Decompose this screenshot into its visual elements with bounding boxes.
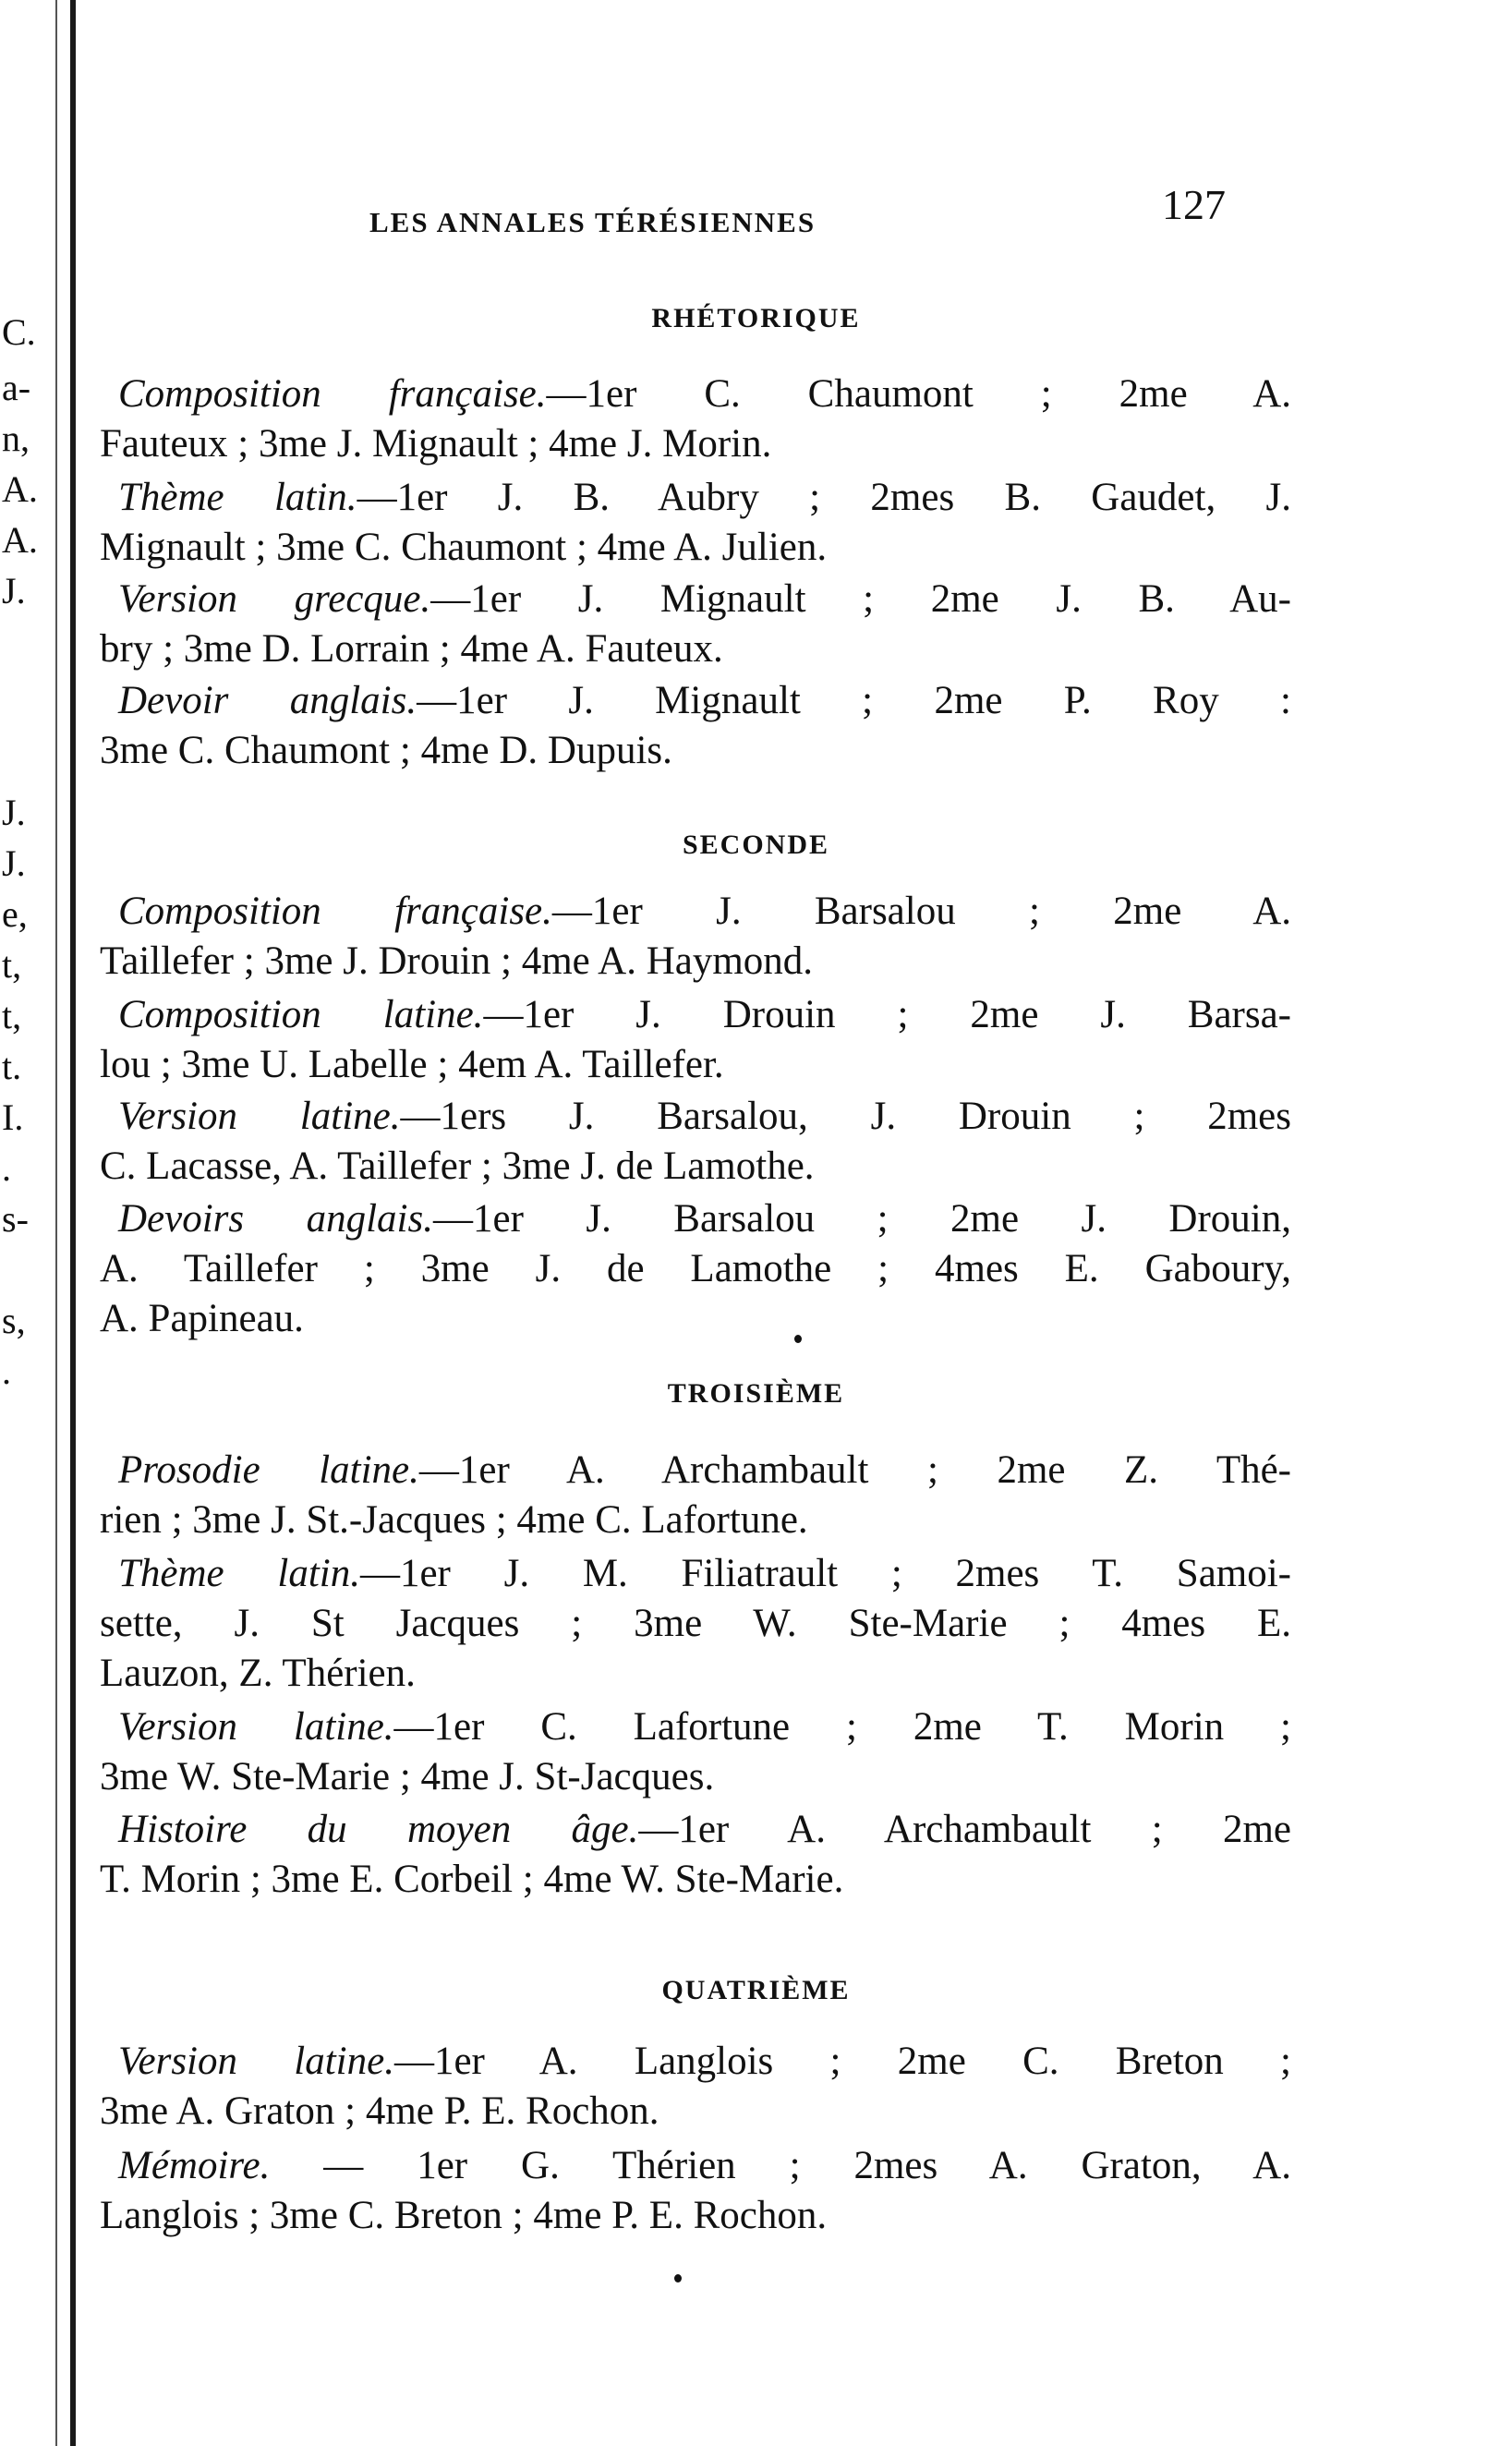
prize-paragraph — [100, 369, 1291, 469]
prize-paragraph — [100, 676, 1291, 776]
paragraph-text: A. Taillefer ; 3me J. de Lamothe ; 4mes E. Gaboury, — [100, 1247, 1291, 1290]
subject-title: Composition française. — [118, 372, 547, 416]
paragraph-text: Langlois ; 3me C. Breton ; 4me P. E. Rochon. — [100, 2194, 828, 2237]
paragraph-text: lou ; 3me U. Labelle ; 4em A. Taillefer. — [100, 1043, 724, 1086]
margin-rule-thin — [55, 0, 57, 2446]
paragraph-text: bry ; 3me D. Lorrain ; 4me A. Fauteux. — [100, 627, 723, 671]
page-number: 127 — [1162, 181, 1226, 228]
paragraph-text: Taillefer ; 3me J. Drouin ; 4me A. Haymond. — [100, 939, 814, 983]
prize-paragraph — [100, 575, 1291, 674]
paragraph-text: C. Lacasse, A. Taillefer ; 3me J. de Lamothe. — [100, 1144, 815, 1188]
running-title: LES ANNALES TÉRÉSIENNES — [369, 206, 816, 238]
margin-fragment: A. — [2, 468, 38, 510]
subject-title: Version latine. — [118, 2040, 394, 2083]
prize-paragraph — [100, 2141, 1291, 2241]
paragraph-text: —1er C. Lafortune ; 2me T. Morin ; — [393, 1705, 1291, 1749]
prize-paragraph — [100, 1446, 1291, 1545]
paragraph-text: —1er C. Chaumont ; 2me A. — [546, 372, 1292, 416]
margin-fragment: I. — [2, 1096, 24, 1138]
paragraph-text: 3me A. Graton ; 4me P. E. Rochon. — [100, 2089, 659, 2133]
margin-fragment: s- — [2, 1198, 29, 1240]
paragraph-text: —1er A. Archambault ; 2me Z. Thé- — [418, 1448, 1291, 1492]
margin-fragment: C. — [2, 311, 36, 353]
margin-fragment: e, — [2, 893, 28, 935]
left-margin-gutter — [0, 0, 88, 2446]
prize-paragraph — [100, 1805, 1291, 1905]
paragraph-text: —1er J. Drouin ; 2me J. Barsa- — [483, 993, 1291, 1036]
subject-title: Mémoire. — [118, 2144, 271, 2187]
subject-title: Devoirs anglais. — [118, 1197, 433, 1241]
margin-fragment: . — [2, 1147, 11, 1189]
margin-fragment: J. — [2, 792, 26, 833]
paragraph-text: —1er J. Barsalou ; 2me J. Drouin, — [432, 1197, 1291, 1241]
print-speck — [794, 1335, 802, 1343]
paragraph-text: —1er J. M. Filiatrault ; 2mes T. Samoi- — [359, 1552, 1291, 1595]
subject-title: Composition latine. — [118, 993, 484, 1036]
paragraph-text: —1er A. Archambault ; 2me — [638, 1808, 1291, 1851]
margin-fragment: n, — [2, 418, 30, 459]
paragraph-text: rien ; 3me J. St.-Jacques ; 4me C. Lafortune. — [100, 1498, 808, 1542]
prize-paragraph — [100, 1549, 1291, 1699]
paragraph-text: Lauzon, Z. Thérien. — [100, 1652, 416, 1695]
paragraph-text: Mignault ; 3me C. Chaumont ; 4me A. Julien. — [100, 526, 828, 569]
paragraph-text: 3me C. Chaumont ; 4me D. Dupuis. — [100, 729, 672, 772]
subject-title: Histoire du moyen âge. — [118, 1808, 639, 1851]
section-heading: TROISIÈME — [667, 1378, 845, 1409]
subject-title: Thème latin. — [118, 1552, 360, 1595]
paragraph-text: Fauteux ; 3me J. Mignault ; 4me J. Morin. — [100, 422, 772, 466]
subject-title: Composition française. — [118, 890, 552, 933]
paragraph-text: sette, J. St Jacques ; 3me W. Ste-Marie ; 4mes E. — [100, 1602, 1291, 1645]
paragraph-text: —1er A. Langlois ; 2me C. Breton ; — [393, 2040, 1292, 2083]
prize-paragraph — [100, 473, 1291, 573]
subject-title: Prosodie latine. — [118, 1448, 419, 1492]
prize-paragraph — [100, 990, 1291, 1090]
margin-fragment: t. — [2, 1046, 22, 1087]
margin-fragment: s, — [2, 1300, 26, 1341]
subject-title: Devoir anglais. — [118, 679, 417, 722]
prize-paragraph — [100, 887, 1291, 987]
paragraph-text: —1ers J. Barsalou, J. Drouin ; 2mes — [400, 1095, 1291, 1138]
paragraph-text: —1er J. B. Aubry ; 2mes B. Gaudet, J. — [357, 476, 1291, 519]
section-heading: SECONDE — [682, 829, 830, 860]
margin-fragment: a- — [2, 367, 31, 408]
margin-rule — [70, 0, 76, 2446]
print-speck — [674, 2274, 682, 2283]
subject-title: Version grecque. — [118, 577, 431, 621]
paragraph-text: 3me W. Ste-Marie ; 4me J. St-Jacques. — [100, 1755, 715, 1798]
paragraph-text: —1er J. Mignault ; 2me P. Roy : — [417, 679, 1291, 722]
prize-paragraph — [100, 1702, 1291, 1802]
subject-title: Version latine. — [118, 1705, 394, 1749]
paragraph-text: — 1er G. Thérien ; 2mes A. Graton, A. — [270, 2144, 1291, 2187]
paragraph-text: —1er J. Mignault ; 2me J. B. Au- — [430, 577, 1291, 621]
section-heading: RHÉTORIQUE — [651, 303, 861, 333]
margin-fragment: t, — [2, 995, 22, 1036]
margin-fragment: J. — [2, 570, 26, 612]
paragraph-text: A. Papineau. — [100, 1297, 304, 1340]
prize-paragraph — [100, 1092, 1291, 1192]
margin-fragment: t, — [2, 944, 22, 986]
section-heading: QUATRIÈME — [661, 1975, 851, 2005]
paragraph-text: —1er J. Barsalou ; 2me A. — [551, 890, 1291, 933]
prize-paragraph — [100, 2037, 1291, 2137]
page-header — [0, 180, 1512, 245]
subject-title: Version latine. — [118, 1095, 401, 1138]
paragraph-text: T. Morin ; 3me E. Corbeil ; 4me W. Ste-Marie. — [100, 1858, 844, 1901]
margin-fragment: . — [2, 1350, 11, 1392]
margin-fragment: J. — [2, 842, 26, 884]
subject-title: Thème latin. — [118, 476, 357, 519]
prize-paragraph — [100, 1194, 1291, 1344]
margin-fragment: A. — [2, 519, 38, 561]
